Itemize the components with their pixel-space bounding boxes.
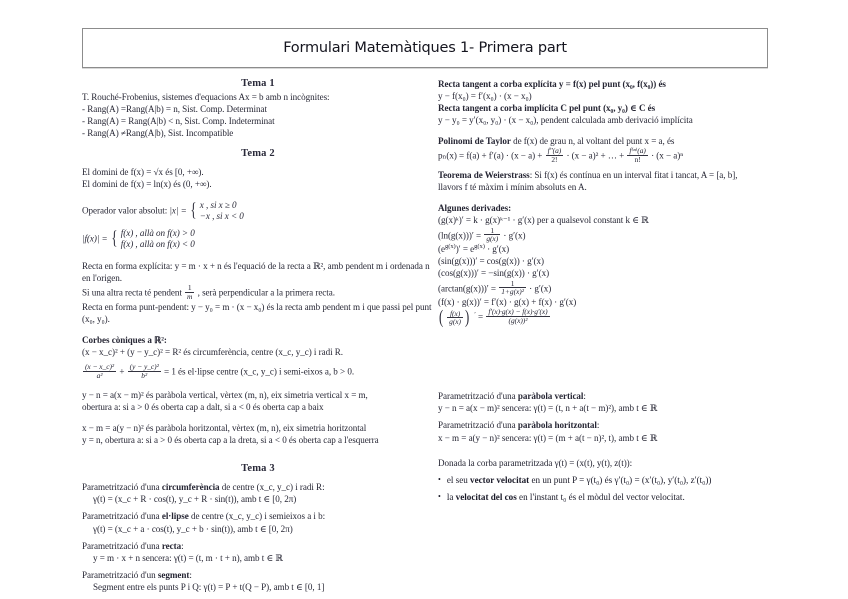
- fraction-denominator: g(x): [486, 234, 499, 244]
- derivative-ln-rhs: · g′(x): [503, 230, 526, 241]
- tema2-block: [82, 148, 434, 446]
- param-keyword: paràbola horitzontal: [517, 420, 597, 431]
- param-label: Parametrització d'una: [82, 482, 162, 493]
- taylor-eq-part-1: pₙ(x) = f(a) + f′(a) · (x − a) +: [438, 151, 543, 162]
- fraction-denominator: a²: [83, 371, 116, 380]
- derivative-ln-rule: [438, 227, 790, 244]
- left-column: [82, 78, 434, 593]
- tangent-explicit-eq: y − f(x₀) = f′(x₀) · (x − x₀): [438, 91, 532, 102]
- param-segment-eq: Segment entre els punts P i Q: γ(t) = P + t(Q − P), amb t ∈ [0, 1]: [93, 581, 325, 592]
- parabola-vertical: y − n = a(x − m)² és paràbola vertical, vèrtex (m, n), eix simetria vertical x = m,: [82, 389, 368, 400]
- bullet-icon: •: [438, 491, 441, 501]
- derivative-quotient-rule: [438, 307, 790, 329]
- spacer: [438, 444, 790, 457]
- spacer: [438, 193, 790, 202]
- fraction-numerator: f″(a): [547, 146, 562, 156]
- param-label: Parametrització d'un: [82, 569, 158, 580]
- spacer: [82, 413, 434, 422]
- parabola-horizontal: x − m = a(y − n)² és paràbola horitzontal, vèrtex (m, n), eix simetria horitzontal: [82, 423, 367, 434]
- tema2-heading: Tema 2: [241, 148, 275, 160]
- bullet-icon: •: [438, 474, 441, 484]
- param-label: Parametrització d'una: [438, 391, 518, 402]
- right-column: [438, 78, 790, 503]
- list-item-velocity-vector: [438, 474, 790, 486]
- spacer: [82, 380, 434, 389]
- taylor-title: [438, 135, 790, 147]
- spacer: [438, 126, 790, 135]
- fraction-numerator: (x − x_c)²: [85, 362, 115, 372]
- parabola-horizontal-opening: y = n, obertura a: si a > 0 és oberta cap a la dreta, si a < 0 és oberta cap a l'esquerra: [82, 435, 379, 446]
- tangent-implicit-title: [438, 102, 790, 114]
- fraction-numerator: 1: [510, 278, 515, 288]
- line-perpendicular: [82, 284, 434, 301]
- fraction-denominator: 1+g(x)²: [501, 287, 524, 297]
- ellipse-term-x: [83, 363, 116, 380]
- bullet-keyword: vector velocitat: [470, 474, 530, 485]
- tema1-case-2: - Rang(A) = Rang(A|b) < n, Sist. Comp. Indeterminat: [82, 116, 275, 127]
- slope-fraction: [185, 284, 194, 301]
- conic-circumference: (x − x_c)² + (y − y_c)² = R² és circumferència, centre (x_c, y_c) i radi R.: [82, 347, 344, 358]
- tema1-case-1: - Rang(A) =Rang(A|b) = n, Sist. Comp. Determinat: [82, 104, 267, 115]
- tema1-block: [82, 78, 434, 139]
- param-keyword: segment: [157, 569, 190, 580]
- arctan-fraction: [499, 280, 526, 297]
- derivative-exp-rule: $(e^{g(x)})' = e^{g(x)} \cdot g'(x)$: [438, 243, 510, 255]
- speed-text: [447, 491, 685, 503]
- weierstrass-keyword: Teorema de Weierstrass: [438, 170, 530, 181]
- param-parabola-horizontal-title: [438, 419, 790, 431]
- spacer: [82, 251, 434, 260]
- ellipse-description: = 1 és el·lipse centre (x_c, y_c) i semi-eixos a, b > 0.: [164, 366, 355, 377]
- fraction-denominator: n!: [627, 155, 647, 164]
- quotient-prime-equals: ′ =: [474, 311, 484, 323]
- param-ellipse-title: [82, 510, 434, 522]
- domain-ln: El domini de f(x) = ln(x) és (0, +∞).: [82, 179, 212, 190]
- line-explicit: Recta en forma explícita: y = m · x + n és l'equació de la recta a ℝ², amb pendent m i ordenada n en l'origen.: [82, 260, 430, 284]
- derivative-ln-lhs: (ln(g(x)))′ =: [438, 230, 482, 241]
- derivative-sin-rule: (sin(g(x)))′ = cos(g(x)) · g′(x): [438, 256, 544, 267]
- page-title: Formulari Matemàtiques 1- Primera part: [283, 40, 567, 56]
- param-label: Parametrització d'una: [438, 420, 518, 431]
- param-ellipse-eq: γ(t) = (x_c + a · cos(t), y_c + b · sin(t)), amb t ∈ [0, 2π): [93, 523, 293, 534]
- taylor-keyword: Polinomi de Taylor: [438, 136, 511, 147]
- fraction-denominator: g(x): [449, 317, 461, 327]
- derivative-cos-rule: (cos(g(x)))′ = −sin(g(x)) · g′(x): [438, 268, 550, 279]
- brace-glyph: {: [190, 200, 197, 222]
- param-tail: :: [181, 540, 184, 551]
- param-parabola-vertical-title: [438, 390, 790, 402]
- paren-open-glyph: (: [438, 307, 444, 329]
- fraction-denominator: b²: [128, 371, 161, 380]
- param-parabola-vertical-eq: y − n = a(x − m)² sencera: γ(t) = (t, n + a(t − m)²), amb t ∈ ℝ: [438, 403, 658, 414]
- bullet-keyword: velocitat del cos: [455, 491, 517, 502]
- tema1-intro: T. Rouché-Frobenius, sistemes d'equacions Ax = b amb n incògnites:: [82, 92, 330, 102]
- fraction-denominator: 2!: [546, 155, 564, 164]
- param-tail: :: [596, 420, 600, 431]
- weierstrass-body: : Si f(x) és contínua en un interval fitat i tancat, A = [a, b],: [529, 170, 738, 181]
- tema3-block: [82, 463, 434, 593]
- derivative-arctan-lhs: (arctan(g(x)))′ =: [438, 283, 497, 294]
- derivatives-heading: Algunes derivades:: [438, 203, 512, 214]
- tangent-implicit-eq: y − y₀ = y′(x₀, y₀) · (x − x₀), pendent calculada amb derivació implícita: [438, 115, 693, 126]
- curve-parametrized-intro: Donada la corba parametritzada γ(t) = (x(t), y(t), z(t)):: [438, 457, 633, 468]
- plus-sign: +: [119, 366, 125, 377]
- taylor-equation: [438, 147, 790, 164]
- abs-case-1: x , si x ≥ 0: [199, 199, 237, 210]
- fraction-numerator: 1: [187, 283, 192, 293]
- line-perp-text-b: , serà perpendicular a la primera recta.: [197, 287, 335, 298]
- abs-lhs: |x| =: [169, 205, 187, 216]
- quotient-rhs-fraction: [486, 308, 549, 325]
- fraction-denominator: m: [187, 291, 193, 301]
- fraction-numerator: f′(x)·g(x) − f(x)·g′(x): [488, 307, 548, 317]
- derivative-product-rule: (f(x) · g(x))′ = f′(x) · g(x) + f(x) · g′(x): [438, 297, 577, 308]
- ellipse-term-y: [128, 363, 161, 380]
- derivative-arctan-rule: [438, 280, 790, 297]
- param-line-title: [82, 540, 434, 552]
- param-keyword: paràbola vertical: [517, 391, 584, 402]
- absf-definition: [82, 228, 434, 251]
- fraction-numerator: (y − y_c)²: [129, 362, 159, 372]
- parabola-vertical-opening: obertura a: si a > 0 és oberta cap a dalt, si a < 0 és oberta cap a baix: [82, 401, 324, 412]
- spacer: [82, 191, 434, 200]
- ln-fraction: [484, 227, 500, 244]
- fraction-numerator: 1: [490, 225, 495, 235]
- taylor-term-n-fraction: [627, 147, 647, 164]
- param-keyword: recta: [161, 540, 182, 551]
- abs-definition: [82, 200, 434, 223]
- param-tail: :: [583, 391, 586, 402]
- param-keyword: el·lipse: [161, 511, 189, 522]
- spacer: [82, 139, 434, 148]
- bullet-text-c: en un punt P = γ(t₀) és γ′(t₀) = (x′(t₀), y′(t₀), z′(t₀)): [529, 474, 712, 485]
- tangent-explicit-title: [438, 78, 790, 90]
- spacer: [82, 446, 434, 463]
- conics-heading: Corbes còniques a ℝ²:: [82, 334, 167, 345]
- tangent-explicit-label: Recta tangent a corba explícita y = f(x) pel punt (x₀, f(x₀)) és: [438, 79, 666, 89]
- spacer: [438, 360, 790, 377]
- bullet-text-a: la: [446, 491, 456, 502]
- taylor-term-2-fraction: [546, 147, 564, 164]
- velocity-vector-text: [447, 474, 712, 486]
- tema1-case-3: - Rang(A) ≠Rang(A|b), Sist. Incompatible: [82, 128, 234, 139]
- param-tail: de centre (x_c, y_c) i radi R:: [219, 482, 325, 493]
- param-segment-title: [82, 569, 434, 581]
- abs-label: Operador valor absolut:: [82, 205, 168, 216]
- brace-glyph: {: [111, 228, 118, 250]
- param-circumference-eq: γ(t) = (x_c + R · cos(t), y_c + R · sin(t)), amb t ∈ [0, 2π): [93, 494, 297, 505]
- conic-ellipse: [82, 363, 434, 380]
- tema3-heading: Tema 3: [241, 463, 275, 475]
- tema1-heading: Tema 1: [241, 78, 275, 89]
- tangent-implicit-label: Recta tangent a corba implícita C pel punt (x₀, y₀) ∈ C és: [438, 103, 656, 114]
- derivative-power-rule: (g(x)ᵏ)′ = k · g(x)ᵏ⁻¹ · g′(x) per a qualsevol constant k ∈ ℝ: [438, 215, 649, 226]
- spacer: [438, 377, 790, 390]
- param-parabola-horizontal-eq: x − m = a(y − n)² sencera: γ(t) = (m + a(t − n)², t), amb t ∈ ℝ: [438, 432, 658, 443]
- taylor-title-tail: de f(x) de grau n, al voltant del punt x = a, és: [510, 136, 675, 147]
- param-tail: de centre (x_c, y_c) i semieixos a i b:: [188, 511, 326, 522]
- weierstrass-line-2: llavors f té màxim i mínim absoluts en A.: [438, 182, 587, 193]
- taylor-eq-part-2: · (x − a)² + … +: [566, 151, 625, 162]
- absf-case-1: f(x) , allà on f(x) > 0: [120, 227, 195, 238]
- spacer: [438, 326, 790, 343]
- spacer: [438, 343, 790, 360]
- line-perp-text-a: Si una altra recta té pendent: [82, 287, 182, 298]
- fraction-denominator: (g(x))²: [486, 316, 549, 325]
- absf-cases: [110, 228, 195, 251]
- param-line-eq: y = m · x + n sencera: γ(t) = (t, m · t + n), amb t ∈ ℝ: [93, 552, 283, 563]
- spacer: [82, 325, 434, 334]
- absf-lhs: |f(x)| =: [82, 233, 108, 244]
- param-circumference-title: [82, 481, 434, 493]
- fraction-numerator: f⁽ⁿ⁾(a): [629, 146, 646, 156]
- bullet-text-c: en l'instant t₀ és el mòdul del vector velocitat.: [516, 491, 685, 502]
- abs-cases: [189, 200, 244, 223]
- taylor-eq-part-3: · (x − a)ⁿ: [651, 151, 684, 162]
- quotient-lhs-fraction: [447, 310, 463, 327]
- list-item-speed: [438, 491, 790, 503]
- param-keyword: circumferència: [161, 482, 220, 493]
- abs-case-2: −x , si x < 0: [199, 211, 244, 222]
- line-point-slope: Recta en forma punt-pendent: y − y₀ = m · (x − x₀) és la recta amb pendent m i que passi pel punt (x₀, y₀).: [82, 301, 432, 324]
- param-label: Parametrització d'una: [82, 540, 162, 551]
- paren-close-glyph: ): [464, 307, 470, 329]
- fraction-numerator: f(x): [450, 308, 461, 318]
- title-box: [82, 28, 768, 68]
- weierstrass-line-1: [438, 169, 790, 181]
- derivative-arctan-rhs: · g′(x): [529, 283, 552, 294]
- bullet-text-a: el seu: [446, 474, 471, 485]
- param-tail: :: [189, 569, 192, 580]
- absf-case-2: f(x) , allà on f(x) < 0: [120, 239, 195, 250]
- quotient-lhs: [438, 307, 472, 329]
- param-label: Parametrització d'una: [82, 511, 162, 522]
- domain-sqrt: El domini de f(x) = √x és [0, +∞).: [82, 167, 204, 178]
